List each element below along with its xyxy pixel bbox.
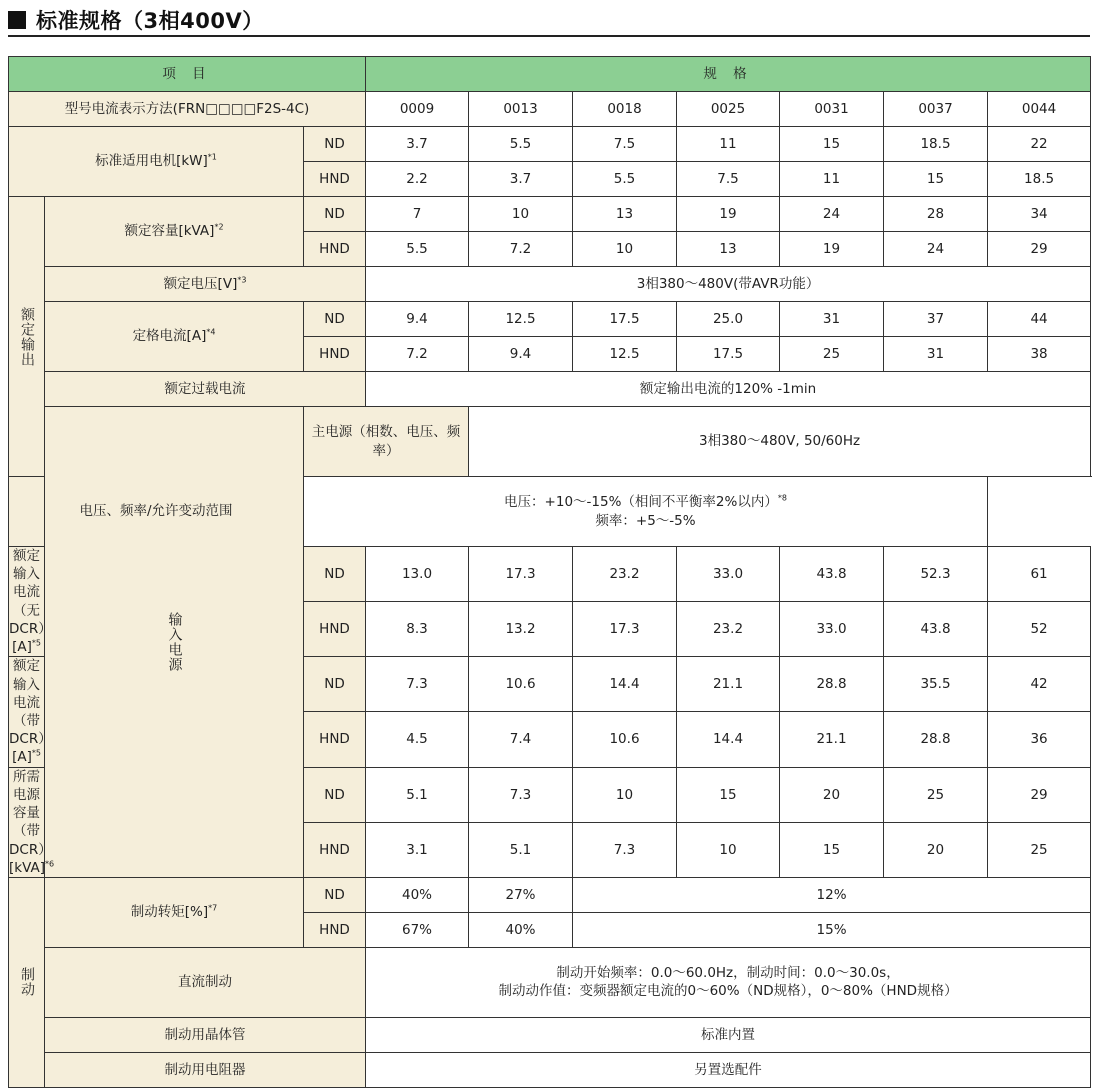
value-cell: 7.5 (677, 162, 780, 197)
voltage-value: 3相380～480V(带AVR功能） (366, 267, 1091, 302)
braking-dc-row (9, 947, 1091, 1017)
row-label: 额定电压[V] (163, 275, 238, 292)
value-cell: 5.5 (469, 127, 573, 162)
value-cell: 67% (366, 912, 469, 947)
value-cell: 3.7 (469, 162, 573, 197)
value-cell: 52.3 (884, 547, 988, 602)
row-label: 定格电流[A] (132, 328, 207, 345)
output-group-label (9, 197, 45, 477)
value-cell: 14.4 (573, 657, 677, 712)
row-label: 制动用晶体管 (45, 1017, 366, 1052)
value-cell: 21.1 (780, 712, 884, 767)
value-cell: 7.3 (469, 767, 573, 822)
value-cell: 24 (780, 197, 884, 232)
value-cell: 3.1 (366, 822, 469, 877)
value-cell: 5.5 (573, 162, 677, 197)
value-cell: 15% (573, 912, 1091, 947)
value-cell: 33.0 (677, 547, 780, 602)
spec-table-body (9, 57, 1091, 1088)
value-cell: 3.7 (366, 127, 469, 162)
footnote-mark: *5 (31, 748, 41, 758)
hnd-label: HND (304, 337, 366, 372)
value-cell: 13 (677, 232, 780, 267)
model-cell: 0009 (366, 92, 469, 127)
dc-line-1: 制动开始频率：0.0～60.0Hz，制动时间：0.0～30.0s， (556, 965, 900, 982)
value-cell: 7.5 (573, 127, 677, 162)
hnd-label: HND (304, 602, 366, 657)
dc-line-2: 制动动作值：变频器额定电流的0～60%（ND规格），0～80%（HND规格） (498, 983, 958, 1000)
model-row (9, 92, 1091, 127)
value-cell: 52 (988, 602, 1091, 657)
model-cell: 0044 (988, 92, 1091, 127)
footnote-mark: *4 (206, 327, 216, 337)
value-cell: 25 (884, 767, 988, 822)
value-cell: 20 (780, 767, 884, 822)
value-cell: 12.5 (469, 302, 573, 337)
table-cell (9, 127, 304, 197)
row-label: 额定过载电流 (45, 372, 366, 407)
value-cell: 40% (469, 912, 573, 947)
value-cell: 22 (988, 127, 1091, 162)
braking-group-label (9, 877, 45, 1087)
header-row (9, 57, 1091, 92)
value-cell: 11 (677, 127, 780, 162)
value-cell: 28 (884, 197, 988, 232)
value-cell: 5.1 (366, 767, 469, 822)
value-cell: 2.2 (366, 162, 469, 197)
value-cell: 7 (366, 197, 469, 232)
value-cell: 15 (780, 822, 884, 877)
value-cell: 44 (988, 302, 1091, 337)
nd-label: ND (304, 877, 366, 912)
row-label: 主电源（相数、电压、频率） (304, 407, 469, 477)
table-cell (45, 877, 304, 947)
value-cell: 10 (677, 822, 780, 877)
dc-braking-value (366, 947, 1091, 1017)
group-label: 输入电源 (166, 611, 183, 672)
braking-resistor-row (9, 1052, 1091, 1087)
spec-table (8, 56, 1091, 1088)
transistor-value: 标准内置 (366, 1017, 1091, 1052)
value-cell: 13 (573, 197, 677, 232)
nd-label: ND (304, 302, 366, 337)
model-cell: 0025 (677, 92, 780, 127)
nd-label: ND (304, 547, 366, 602)
value-cell: 7.3 (573, 822, 677, 877)
table-cell (45, 267, 366, 302)
nd-label: ND (304, 197, 366, 232)
nd-label: ND (304, 127, 366, 162)
value-cell: 40% (366, 877, 469, 912)
value-cell: 17.5 (573, 302, 677, 337)
braking-transistor-row (9, 1017, 1091, 1052)
row-label: 额定容量[kVA] (124, 223, 215, 240)
value-cell: 12% (573, 877, 1091, 912)
page-title (8, 4, 1090, 36)
hnd-label: HND (304, 712, 366, 767)
value-cell: 15 (677, 767, 780, 822)
output-current-row-nd (9, 302, 1091, 337)
page-title-text: 标准规格（3相400V） (36, 9, 264, 33)
value-cell: 25 (988, 822, 1091, 877)
title-underline (8, 35, 1090, 37)
range-value (304, 477, 988, 547)
footnote-mark: *3 (237, 275, 247, 285)
nd-label: ND (304, 657, 366, 712)
row-label: 电压、频率/允许变动范围 (9, 477, 304, 547)
value-cell: 7.2 (366, 337, 469, 372)
range-line-voltage (304, 493, 987, 511)
item-header: 项 目 (9, 57, 366, 92)
model-label: 型号电流表示方法(FRN□□□□F2S-4C) (9, 92, 366, 127)
square-bullet-icon (8, 11, 26, 29)
value-cell: 21.1 (677, 657, 780, 712)
value-cell: 9.4 (469, 337, 573, 372)
output-overload-row (9, 372, 1091, 407)
value-cell: 15 (780, 127, 884, 162)
value-cell: 37 (884, 302, 988, 337)
value-cell: 7.3 (366, 657, 469, 712)
value-cell: 14.4 (677, 712, 780, 767)
value-cell: 27% (469, 877, 573, 912)
model-cell: 0013 (469, 92, 573, 127)
value-cell: 7.2 (469, 232, 573, 267)
value-cell: 10 (469, 197, 573, 232)
main-power-value: 3相380～480V, 50/60Hz (469, 407, 1091, 477)
value-cell: 4.5 (366, 712, 469, 767)
group-label: 制动 (18, 967, 35, 998)
overload-value: 额定输出电流的120% -1min (366, 372, 1091, 407)
motor-row-nd (9, 127, 1091, 162)
nd-label: ND (304, 767, 366, 822)
output-capacity-row-nd (9, 197, 1091, 232)
resistor-value: 另置选配件 (366, 1052, 1091, 1087)
group-label: 额定输出 (18, 306, 35, 367)
value-cell: 12.5 (573, 337, 677, 372)
value-cell: 29 (988, 232, 1091, 267)
value-cell: 18.5 (884, 127, 988, 162)
value-cell: 5.1 (469, 822, 573, 877)
value-cell: 23.2 (677, 602, 780, 657)
row-label: 标准适用电机[kW] (95, 153, 208, 170)
value-cell: 17.3 (573, 602, 677, 657)
value-cell: 19 (677, 197, 780, 232)
model-cell: 0031 (780, 92, 884, 127)
range-voltage-text: 电压：+10～-15%（相间不平衡率2%以内） (504, 494, 778, 511)
value-cell: 9.4 (366, 302, 469, 337)
value-cell: 7.4 (469, 712, 573, 767)
value-cell: 18.5 (988, 162, 1091, 197)
value-cell: 42 (988, 657, 1091, 712)
value-cell: 25 (780, 337, 884, 372)
value-cell: 10.6 (573, 712, 677, 767)
footnote-mark: *8 (777, 493, 787, 503)
spec-header: 规 格 (366, 57, 1091, 92)
value-cell: 10 (573, 232, 677, 267)
table-cell (9, 547, 52, 657)
value-cell: 43.8 (884, 602, 988, 657)
range-line-frequency: 频率：+5～-5% (595, 512, 696, 529)
table-cell (45, 302, 304, 372)
value-cell: 13.2 (469, 602, 573, 657)
value-cell: 61 (988, 547, 1091, 602)
value-cell: 13.0 (366, 547, 469, 602)
value-cell: 8.3 (366, 602, 469, 657)
value-cell: 11 (780, 162, 884, 197)
table-cell (9, 767, 55, 877)
model-cell: 0018 (573, 92, 677, 127)
value-cell: 38 (988, 337, 1091, 372)
row-label: 制动用电阻器 (45, 1052, 366, 1087)
value-cell: 35.5 (884, 657, 988, 712)
footnote-mark: *2 (214, 222, 224, 232)
table-cell (9, 657, 52, 767)
input-main-row (9, 407, 1091, 477)
value-cell: 29 (988, 767, 1091, 822)
table-cell (45, 197, 304, 267)
footnote-mark: *5 (31, 638, 41, 648)
value-cell: 10.6 (469, 657, 573, 712)
value-cell: 24 (884, 232, 988, 267)
row-label: 额定输入 电流（带DCR）[A] (9, 658, 52, 766)
value-cell: 15 (884, 162, 988, 197)
value-cell: 36 (988, 712, 1091, 767)
value-cell: 10 (573, 767, 677, 822)
value-cell: 19 (780, 232, 884, 267)
value-cell: 43.8 (780, 547, 884, 602)
input-range-row (9, 477, 1091, 547)
row-label: 制动转矩[%] (130, 904, 209, 921)
value-cell: 17.3 (469, 547, 573, 602)
model-cell: 0037 (884, 92, 988, 127)
value-cell: 31 (884, 337, 988, 372)
value-cell: 20 (884, 822, 988, 877)
footnote-mark: *1 (207, 152, 217, 162)
hnd-label: HND (304, 232, 366, 267)
value-cell: 33.0 (780, 602, 884, 657)
braking-torque-nd (9, 877, 1091, 912)
hnd-label: HND (304, 822, 366, 877)
value-cell: 17.5 (677, 337, 780, 372)
hnd-label: HND (304, 162, 366, 197)
value-cell: 31 (780, 302, 884, 337)
row-label: 直流制动 (45, 947, 366, 1017)
value-cell: 28.8 (780, 657, 884, 712)
row-label: 额定输入 电流（无DCR）[A] (9, 548, 52, 656)
value-cell: 28.8 (884, 712, 988, 767)
value-cell: 23.2 (573, 547, 677, 602)
output-voltage-row (9, 267, 1091, 302)
value-cell: 34 (988, 197, 1091, 232)
footnote-mark: *6 (44, 859, 55, 869)
hnd-label: HND (304, 912, 366, 947)
value-cell: 25.0 (677, 302, 780, 337)
row-label: 所需电源容量（带DCR）[kVA] (9, 768, 52, 876)
footnote-mark: *7 (208, 903, 218, 913)
value-cell: 5.5 (366, 232, 469, 267)
